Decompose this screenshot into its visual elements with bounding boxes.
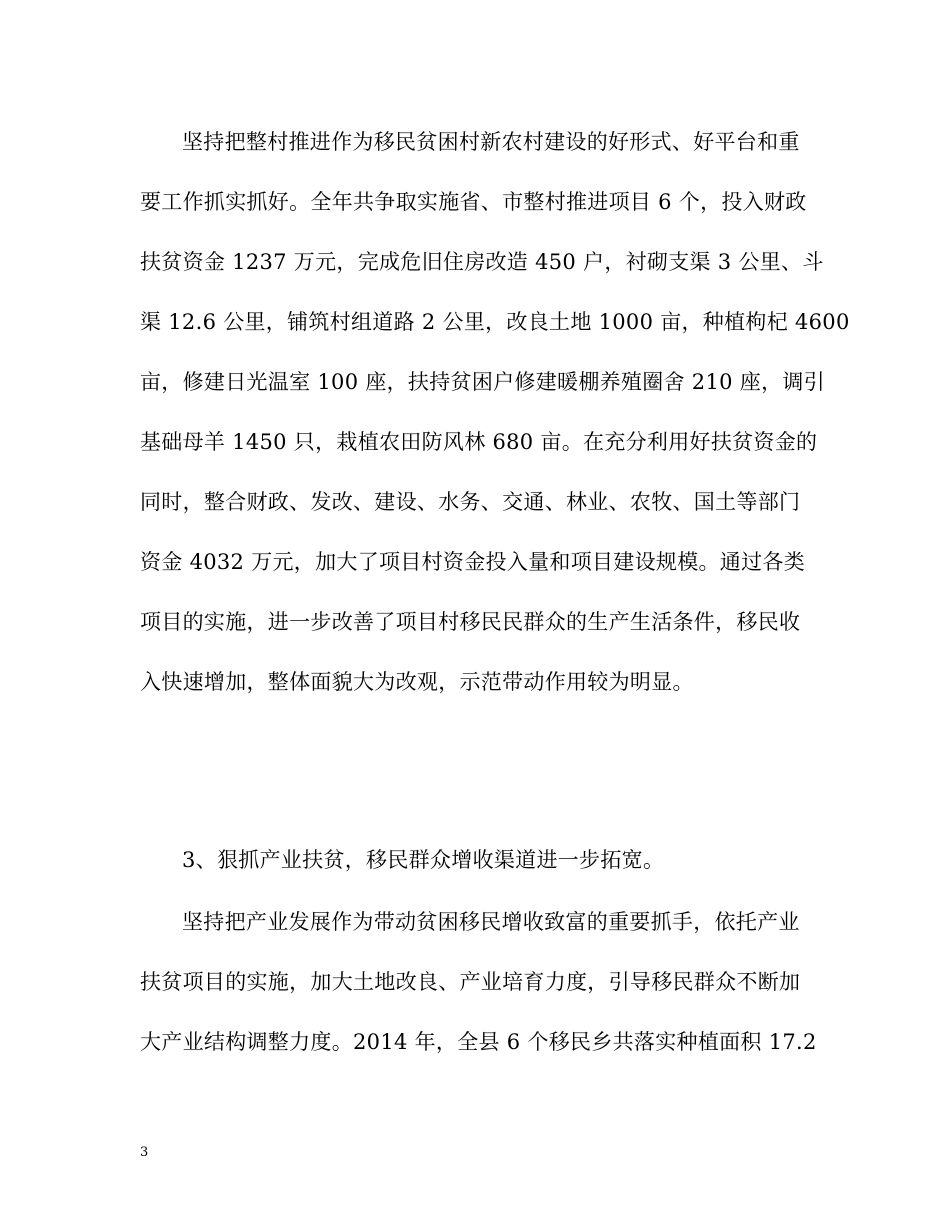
paragraph-line: 入快速增加，整体面貌大为改观，示范带动作用较为明显。	[140, 670, 694, 694]
page-number: 3	[140, 1145, 149, 1160]
paragraph-line: 项目的实施，进一步改善了项目村移民民群众的生产生活条件，移民收	[140, 610, 801, 634]
paragraph-line: 基础母羊 1450 只，栽植农田防风林 680 亩。在充分利用好扶贫资金的	[140, 430, 818, 454]
paragraph-line: 同时，整合财政、发改、建设、水务、交通、林业、农牧、国土等部门	[140, 490, 801, 514]
paragraph-line: 要工作抓实抓好。全年共争取实施省、市整村推进项目 6 个，投入财政	[140, 190, 807, 214]
paragraph-village-advancement	[140, 112, 850, 712]
paragraph-line: 渠 12.6 公里，铺筑村组道路 2 公里，改良土地 1000 亩，种植枸杞 4600	[140, 310, 850, 334]
paragraph-line: 坚持把整村推进作为移民贫困村新农村建设的好形式、好平台和重	[182, 130, 800, 154]
paragraph-line: 扶贫资金 1237 万元，完成危旧住房改造 450 户，衬砌支渠 3 公里、斗	[140, 250, 824, 274]
paragraph-line: 扶贫项目的实施，加大土地改良、产业培育力度，引导移民群众不断加	[140, 970, 801, 994]
paragraph-industry-development	[140, 892, 816, 1072]
paragraph-line: 亩，修建日光温室 100 座，扶持贫困户修建暖棚养殖圈舍 210 座，调引	[140, 370, 825, 394]
paragraph-line: 大产业结构调整力度。2014 年，全县 6 个移民乡共落实种植面积 17.2	[140, 1030, 817, 1054]
paragraph-line: 资金 4032 万元，加大了项目村资金投入量和项目建设规模。通过各类	[140, 550, 805, 574]
paragraph-line: 坚持把产业发展作为带动贫困移民增收致富的重要抓手，依托产业	[182, 910, 800, 934]
section-heading-industry	[140, 830, 816, 890]
section-heading: 3、狠抓产业扶贫，移民群众增收渠道进一步拓宽。	[182, 848, 665, 872]
